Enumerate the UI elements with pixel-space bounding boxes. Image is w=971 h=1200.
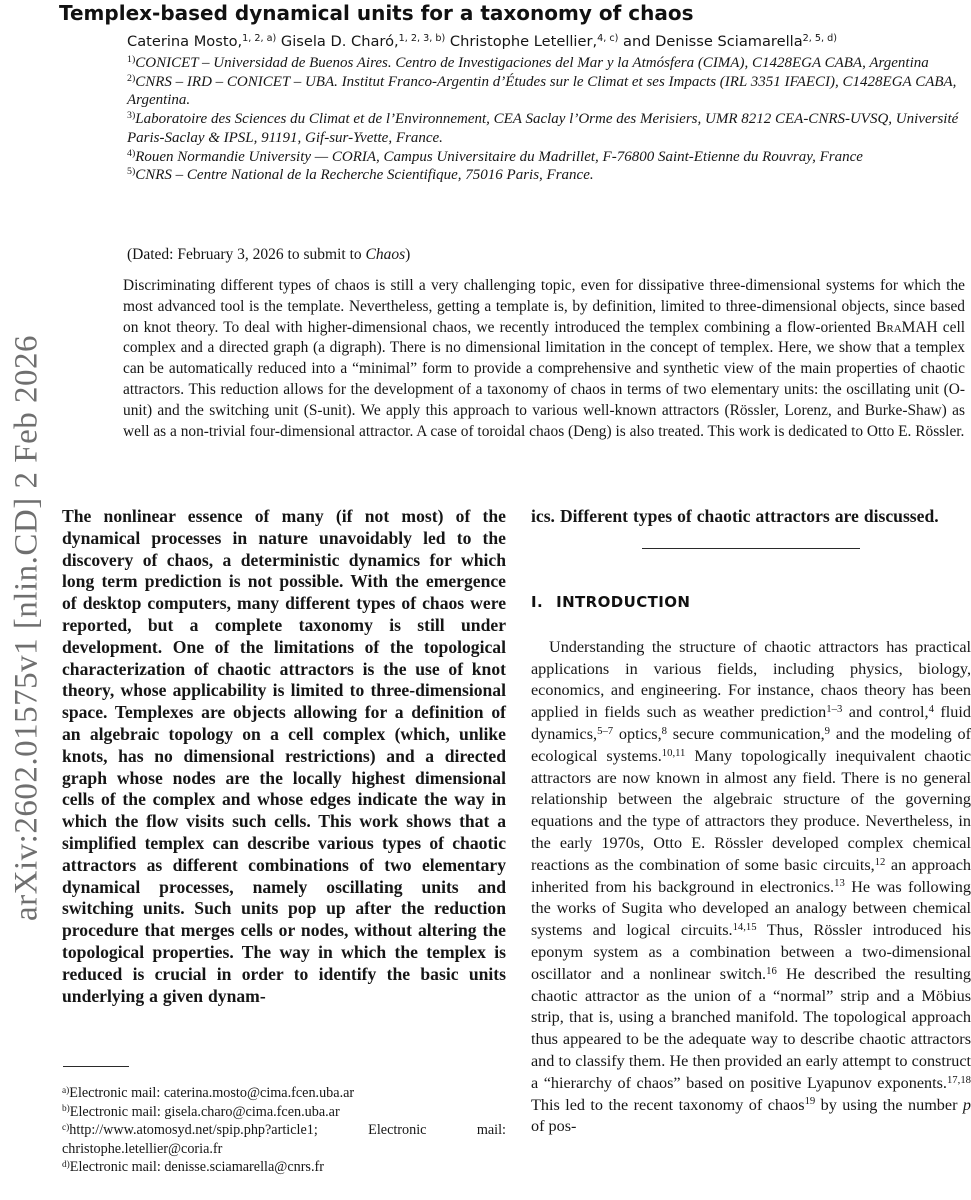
affiliation-5-text: CNRS – Centre National de la Recherche Scientifique, 75016 Paris, France. [135,167,594,184]
affiliation-2 [127,73,967,110]
footnote-b-text: Electronic mail: gisela.charo@cima.fcen.uba.ar [69,1103,340,1120]
footnote-c-marker: c) [62,1122,70,1133]
lead-paragraph-continuation: ics. Different types of chaotic attractors are discussed. [531,506,939,526]
footnote-b-marker: b) [62,1104,70,1115]
arxiv-watermark: arXiv:2602.01575v1 [nlin.CD] 2 Feb 2026 [8,335,45,921]
authors-line: Caterina Mosto,$^{1, 2, a)}$ Gisela D. Charó,$^{1, 2, 3, b)}$ Christophe Letellier,$^{4, c)}$ and Denisse Sciamarella$^{2, 5, d)}$ [127,33,837,50]
affiliation-5 [127,166,967,185]
section-divider-rule [642,548,860,549]
affiliation-2-marker: 2) [127,72,136,84]
footnote-c-text: http://www.atomosyd.net/spip.php?article1; Electronic mail: christophe.letellier@coria.fr [62,1122,506,1157]
affiliation-3-text: Laboratoire des Sciences du Climat et de l’Environnement, CEA Saclay l’Orme des Merisiers, UMR 8212 CEA-CNRS-UVSQ, Université Paris-Saclay & IPSL, 91191, Gif-sur-Yvette, France. [127,111,959,146]
footnote-a [62,1084,506,1103]
affiliation-5-marker: 5) [127,166,136,178]
footnote-a-marker: a) [62,1085,70,1096]
section-title: INTRODUCTION [556,592,691,611]
introduction-paragraph: Understanding the structure of chaotic attractors has practical applications in various fields, including physics, biology, economics, and engineering. For instance, chaos theory has been applied in fields such as weather prediction$^{1-3}$ and control,$^4$ fluid dynamics,$^{5-7}$ optics,$^8$ secure communication,$^9$ and the modeling of ecological systems.$^{10,11}$ Many topologically inequivalent chaotic attractors are now known in almost any field. There is no general relationship between the algebraic structure of the governing equations and the type of attractors they produce. Nevertheless, in the early 1970s, Otto E. Rössler developed complex chemical reactions as the combination of some basic circuits,$^{12}$ an approach inherited from his background in electronics.$^{13}$ He was following the works of Sugita who developed an analogy between chemical systems and logical circuits.$^{14,15}$ Thus, Rössler introduced his eponym system as a combination between a two-dimensional oscillator and a nonlinear switch.$^{16}$ He described the resulting chaotic attractor as the union of a “normal” strip and a Möbius strip, that is, using a branched manifold. The topological approach thus appeared to be the adequate way to describe chaotic attractors and to classify them. He then provided an early attempt to construct a “hierarchy of chaos” based on positive Lyapunov exponents.$^{17,18}$ This led to the recent taxonomy of chaos$^{19}$ by using the number p of pos- [531,637,971,1136]
footnote-d [62,1158,506,1177]
affiliation-1-marker: 1) [127,54,136,66]
footnote-d-marker: d) [62,1159,70,1170]
affiliation-1-text: CONICET – Universidad de Buenos Aires. Centro de Investigaciones del Mar y la Atmósfera (CIMA), C1428EGA CABA, Argentina [135,55,929,71]
affiliation-1 [127,54,967,73]
abstract-paragraph: Discriminating different types of chaos is still a very challenging topic, even for dissipative three-dimensional systems for which the most advanced tool is the template. Nevertheless, getting a template is, by definition, limited to three-dimensional objects, since based on knot theory. To deal with higher-dimensional chaos, we recently introduced the templex combining a flow-oriented BraMAH cell complex and a directed graph (a digraph). There is no dimensional limitation in the concept of templex. Here, we show that a templex can be automatically reduced into a “minimal” form to provide a comprehensive and synthetic view of the main properties of chaotic attractors. This reduction allows for the development of a taxonomy of chaos in terms of two elementary units: the oscillating unit (O-unit) and the switching unit (S-unit). We apply this approach to various well-known attractors (Rössler, Lorenz, and Burke-Shaw) as well as a non-trivial four-dimensional attractor. A case of toroidal chaos (Deng) is also treated. This work is dedicated to Otto E. Rössler. [123,277,966,440]
left-column [62,506,506,1007]
footnote-a-text: Electronic mail: caterina.mosto@cima.fcen.uba.ar [69,1085,355,1101]
footnote-c [62,1121,506,1158]
affiliation-4 [127,148,967,167]
affiliation-2-text: CNRS – IRD – CONICET – UBA. Institut Franco-Argentin d’Études sur le Climat et ses Impacts (IRL 3351 IFAECI), C1428EGA CABA, Argentina. [127,73,957,109]
footnote-b [62,1103,506,1122]
right-column [531,506,971,1138]
paper-title: Templex-based dynamical units for a taxonomy of chaos [59,1,694,25]
section-heading-introduction [531,593,971,611]
section-number: I. [531,592,544,611]
footnote-separator-rule [63,1066,129,1067]
affiliation-4-text: Rouen Normandie University — CORIA, Campus Universitaire du Madrillet, F-76800 Saint-Etienne du Rouvray, France [135,148,863,165]
footnote-d-text: Electronic mail: denisse.sciamarella@cnrs.fr [69,1159,324,1176]
affiliations-block [127,54,967,185]
affiliation-3 [127,110,967,147]
footnotes-block [62,1066,506,1177]
dated-line: (Dated: February 3, 2026 to submit to Chaos) [127,246,411,263]
affiliation-3-marker: 3) [127,110,136,122]
lead-paragraph: The nonlinear essence of many (if not most) of the dynamical processes in nature unavoidably led to the discovery of chaos, a deterministic dynamics for which long term prediction is not possible. With the emergence of desktop computers, many different types of chaos were reported, but a complete taxonomy is still under development. One of the limitations of the topological characterization of chaotic attractors is the use of knot theory, whose applicability is limited to three-dimensional space. Templexes are objects allowing for a definition of an algebraic topology on a cell complex (which, unlike knots, has no dimensional restrictions) and a directed graph whose nodes are the locally highest dimensional cells of the complex and whose edges indicate the way in which the flow visits such cells. This work shows that a simplified templex can describe various types of chaotic attractors as different combinations of two elementary dynamical processes, namely oscillating units and switching units. Such units pop up after the reduction procedure that merges cells or nodes, without altering the topological properties. The way in which the templex is reduced is crucial in order to identify the basic units underlying a given dynam- [62,506,506,1006]
affiliation-4-marker: 4) [127,147,136,159]
